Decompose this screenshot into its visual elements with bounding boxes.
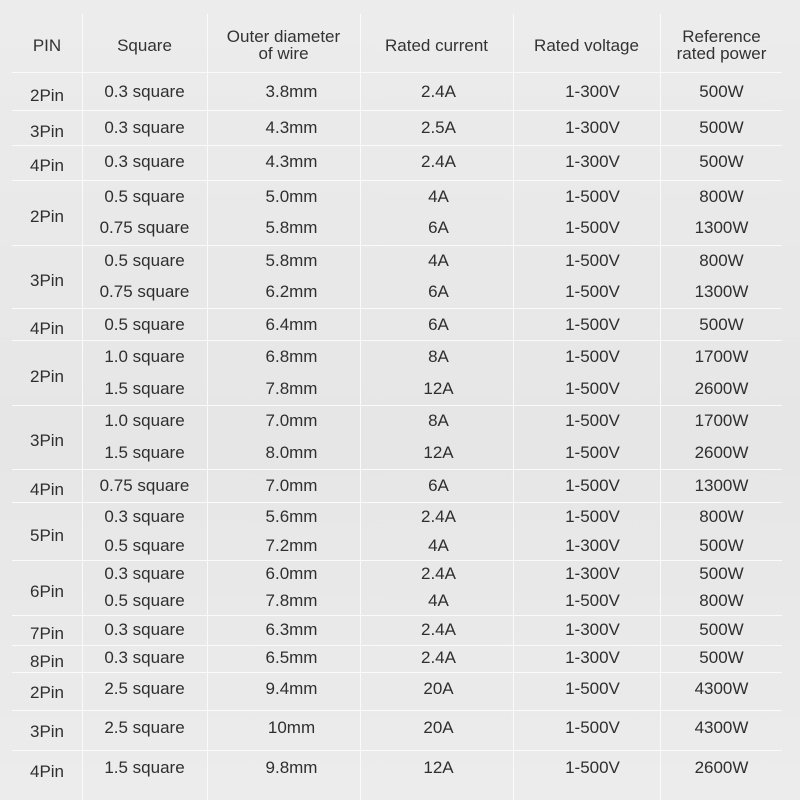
square-cell: 0.5 square [104, 251, 185, 270]
diameter-cell: 5.6mm [265, 507, 318, 526]
row-divider [12, 502, 782, 503]
current-cell: 4A [428, 536, 449, 555]
square-cell: 0.75 square [99, 282, 190, 301]
diameter-cell: 8.0mm [265, 443, 318, 462]
pin-count-cell: 8Pin [29, 652, 65, 671]
power-cell: 500W [699, 648, 744, 667]
current-cell: 12A [423, 758, 454, 777]
pin-count-cell: 2Pin [29, 367, 65, 386]
current-cell: 12A [423, 379, 454, 398]
row-divider [12, 615, 782, 616]
diameter-cell: 3.8mm [265, 82, 318, 101]
square-cell: 0.5 square [104, 315, 185, 334]
current-cell: 2.4A [421, 648, 456, 667]
square-cell: 0.3 square [104, 620, 185, 639]
voltage-cell: 1-300V [565, 82, 620, 101]
diameter-cell: 9.4mm [265, 679, 318, 698]
voltage-cell: 1-500V [565, 758, 620, 777]
square-cell: 0.3 square [104, 648, 185, 667]
power-cell: 4300W [694, 679, 749, 698]
pin-count-cell: 2Pin [29, 206, 65, 226]
pin-count-cell: 4Pin [29, 480, 65, 499]
square-cell: 0.75 square [99, 218, 190, 237]
pin-count-cell: 4Pin [29, 762, 65, 781]
row-divider [12, 180, 782, 181]
square-cell: 0.75 square [99, 476, 190, 495]
pin-count-cell: 2Pin [29, 86, 65, 105]
power-cell: 1300W [694, 218, 749, 237]
power-cell: 1300W [694, 476, 749, 495]
power-cell: 500W [699, 315, 744, 334]
diameter-cell: 6.0mm [265, 564, 318, 583]
column-divider [207, 14, 208, 800]
pin-count-cell: 4Pin [29, 156, 65, 175]
voltage-cell: 1-300V [565, 152, 620, 171]
square-cell: 0.3 square [104, 82, 185, 101]
voltage-cell: 1-300V [565, 118, 620, 137]
power-cell: 4300W [694, 718, 749, 737]
voltage-cell: 1-500V [565, 476, 620, 495]
voltage-cell: 1-500V [565, 443, 620, 462]
power-cell: 800W [699, 507, 744, 526]
row-divider [12, 405, 782, 406]
voltage-cell: 1-500V [565, 507, 620, 526]
power-cell: 1700W [694, 347, 749, 366]
power-cell: 1700W [694, 411, 749, 430]
pin-count-cell: 4Pin [29, 319, 65, 338]
square-cell: 0.5 square [104, 187, 185, 206]
power-cell: 800W [699, 251, 744, 270]
row-divider [12, 245, 782, 246]
power-cell: 2600W [694, 379, 749, 398]
current-cell: 12A [423, 443, 454, 462]
row-divider [12, 750, 782, 751]
power-cell: 500W [699, 152, 744, 171]
pin-count-cell: 3Pin [29, 431, 65, 450]
power-cell: 800W [699, 591, 744, 610]
diameter-cell: 4.3mm [265, 152, 318, 171]
row-divider [12, 672, 782, 673]
header-reference-power: Reference rated power [676, 27, 767, 63]
square-cell: 0.3 square [104, 507, 185, 526]
header-rated-voltage: Rated voltage [534, 35, 639, 55]
power-cell: 2600W [694, 443, 749, 462]
voltage-cell: 1-500V [565, 411, 620, 430]
voltage-cell: 1-500V [565, 379, 620, 398]
square-cell: 1.5 square [104, 443, 185, 462]
pin-count-cell: 3Pin [29, 722, 65, 741]
square-cell: 1.0 square [104, 411, 185, 430]
row-divider [12, 340, 782, 341]
power-cell: 800W [699, 187, 744, 206]
current-cell: 4A [428, 251, 449, 270]
row-divider [12, 645, 782, 646]
row-divider [12, 710, 782, 711]
voltage-cell: 1-300V [565, 536, 620, 555]
current-cell: 2.4A [421, 82, 456, 101]
square-cell: 2.5 square [104, 718, 185, 737]
current-cell: 4A [428, 187, 449, 206]
diameter-cell: 6.8mm [265, 347, 318, 366]
voltage-cell: 1-300V [565, 620, 620, 639]
current-cell: 4A [428, 591, 449, 610]
voltage-cell: 1-500V [565, 679, 620, 698]
square-cell: 0.3 square [104, 564, 185, 583]
diameter-cell: 7.8mm [265, 591, 318, 610]
pin-count-cell: 7Pin [29, 624, 65, 643]
diameter-cell: 7.2mm [265, 536, 318, 555]
diameter-cell: 5.8mm [265, 218, 318, 237]
pin-count-cell: 6Pin [29, 581, 65, 601]
voltage-cell: 1-500V [565, 591, 620, 610]
square-cell: 0.5 square [104, 591, 185, 610]
current-cell: 6A [428, 476, 449, 495]
square-cell: 1.5 square [104, 758, 185, 777]
voltage-cell: 1-500V [565, 218, 620, 237]
current-cell: 2.4A [421, 152, 456, 171]
row-divider [12, 145, 782, 146]
current-cell: 2.4A [421, 507, 456, 526]
voltage-cell: 1-500V [565, 251, 620, 270]
diameter-cell: 6.4mm [265, 315, 318, 334]
pin-count-cell: 3Pin [29, 270, 65, 290]
power-cell: 2600W [694, 758, 749, 777]
header-outer-diameter: Outer diameter of wire [226, 27, 341, 63]
power-cell: 500W [699, 536, 744, 555]
current-cell: 2.4A [421, 564, 456, 583]
power-cell: 500W [699, 82, 744, 101]
power-cell: 500W [699, 564, 744, 583]
row-divider [12, 469, 782, 470]
square-cell: 2.5 square [104, 679, 185, 698]
diameter-cell: 6.3mm [265, 620, 318, 639]
current-cell: 2.4A [421, 620, 456, 639]
current-cell: 2.5A [421, 118, 456, 137]
current-cell: 6A [428, 218, 449, 237]
diameter-cell: 7.0mm [265, 411, 318, 430]
power-cell: 500W [699, 118, 744, 137]
header-pin: PIN [32, 35, 62, 55]
diameter-cell: 7.0mm [265, 476, 318, 495]
voltage-cell: 1-500V [565, 282, 620, 301]
current-cell: 6A [428, 315, 449, 334]
diameter-cell: 5.8mm [265, 251, 318, 270]
row-divider [12, 110, 782, 111]
diameter-cell: 5.0mm [265, 187, 318, 206]
diameter-cell: 4.3mm [265, 118, 318, 137]
header-square: Square [117, 35, 172, 55]
square-cell: 1.0 square [104, 347, 185, 366]
voltage-cell: 1-300V [565, 564, 620, 583]
diameter-cell: 9.8mm [265, 758, 318, 777]
diameter-cell: 6.2mm [265, 282, 318, 301]
pin-count-cell: 5Pin [29, 525, 65, 545]
header-rated-current: Rated current [385, 35, 488, 55]
diameter-cell: 6.5mm [265, 648, 318, 667]
square-cell: 1.5 square [104, 379, 185, 398]
square-cell: 0.5 square [104, 536, 185, 555]
diameter-cell: 7.8mm [265, 379, 318, 398]
square-cell: 0.3 square [104, 118, 185, 137]
row-divider [12, 308, 782, 309]
voltage-cell: 1-500V [565, 718, 620, 737]
current-cell: 20A [423, 679, 454, 698]
row-divider [12, 560, 782, 561]
current-cell: 8A [428, 411, 449, 430]
current-cell: 8A [428, 347, 449, 366]
diameter-cell: 10mm [267, 718, 316, 737]
current-cell: 6A [428, 282, 449, 301]
row-divider [12, 72, 782, 73]
square-cell: 0.3 square [104, 152, 185, 171]
power-cell: 500W [699, 620, 744, 639]
voltage-cell: 1-500V [565, 347, 620, 366]
pin-count-cell: 2Pin [29, 683, 65, 702]
current-cell: 20A [423, 718, 454, 737]
power-cell: 1300W [694, 282, 749, 301]
pin-count-cell: 3Pin [29, 122, 65, 141]
voltage-cell: 1-300V [565, 648, 620, 667]
voltage-cell: 1-500V [565, 187, 620, 206]
voltage-cell: 1-500V [565, 315, 620, 334]
